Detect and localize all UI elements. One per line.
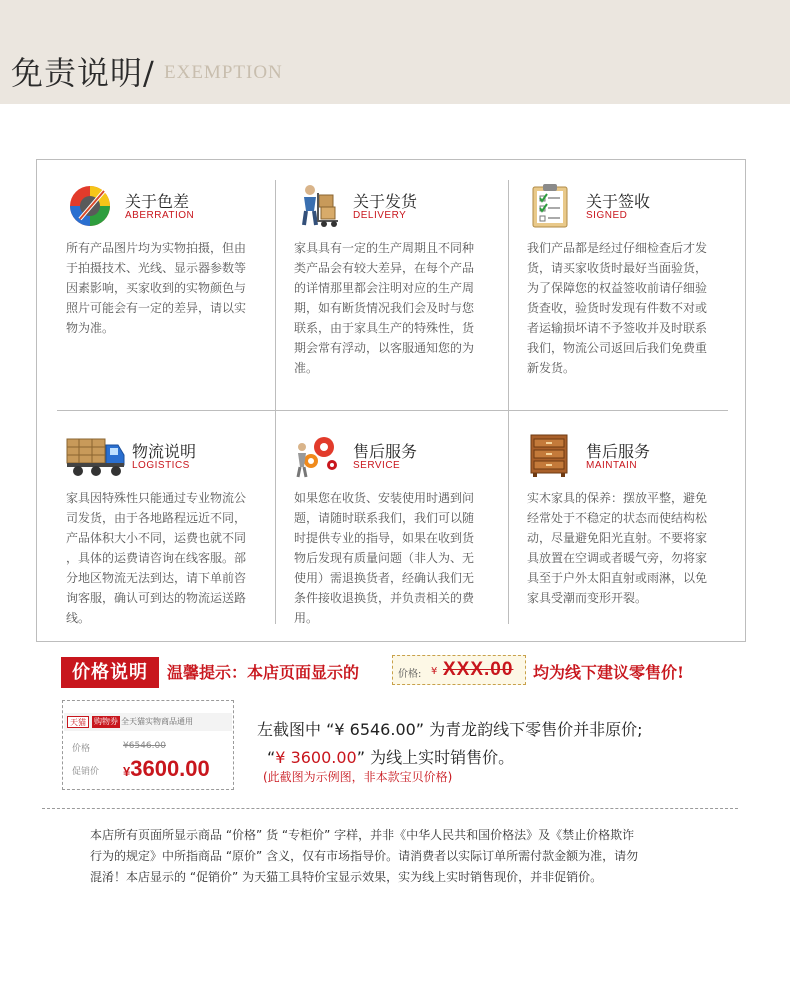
section-body: 家具具有一定的生产周期且不同种 类产品会有较大差异，在每个产品 的详情那里都会注明对应的生产周 期，如有断货情况我们会及时与您 联系，由于家具生产的特殊性，货 期会常有浮动，以客服通知您的为 准。 bbox=[294, 241, 475, 375]
section-title: 关于色差 bbox=[125, 192, 190, 211]
cabinet-icon bbox=[527, 431, 575, 479]
section-body: 我们产品都是经过仔细检查后才发 货，请买家收货时最好当面验货， 为了保障您的权益签收前请仔细验 货查收，验货时发现有件数不对或 者运输损坏请不予签收并及时联系 我们，物流公司返回后我们免费重 新发货。 bbox=[527, 241, 708, 375]
section-subtitle: LOGISTICS bbox=[132, 460, 190, 471]
price-example-card: 天猫 购物券 全天猫实物商品通用 价格 ¥6546.00 促销价 ¥3600.00 bbox=[62, 700, 234, 790]
tmall-badge: 天猫 bbox=[67, 716, 89, 728]
section-subtitle: DELIVERY bbox=[353, 210, 407, 221]
price-notice-label: 价格说明 bbox=[61, 657, 159, 688]
hand-truck-icon bbox=[294, 181, 342, 229]
example-explanation-2: “¥ 3600.00” 为线上实时销售价。 bbox=[267, 748, 515, 767]
original-price: ¥6546.00 bbox=[123, 741, 166, 751]
example-note: (此截图为示例图，非本款宝贝价格) bbox=[263, 770, 453, 784]
color-wheel-icon bbox=[66, 181, 114, 229]
section-title: 物流说明 bbox=[132, 442, 197, 461]
section-body: 实木家具的保养：摆放平整，避免 经常处于不稳定的状态而使结构松 动，尽量避免阳光直射。不要将家 具放置在空调或者暖气旁，勿将家 具至于户外太阳直射或雨淋，以免 家具受潮而变形开裂。 bbox=[527, 491, 708, 605]
gears-icon bbox=[294, 431, 342, 479]
section-service bbox=[294, 431, 494, 628]
price-tag-example: 价格: ¥ XXX.00 bbox=[392, 655, 526, 685]
section-title: 售后服务 bbox=[353, 442, 418, 461]
section-signed bbox=[527, 181, 727, 378]
section-title: 关于发货 bbox=[353, 192, 418, 211]
clipboard-check-icon bbox=[527, 181, 575, 229]
section-maintain bbox=[527, 431, 727, 608]
dashed-divider bbox=[42, 808, 738, 809]
column-divider bbox=[275, 180, 276, 624]
section-title: 关于签收 bbox=[586, 192, 651, 211]
section-body: 家具因特殊性只能通过专业物流公 司发货，由于各地路程远近不同， 产品体积大小不同，运费也就不同 ，具体的运费请咨询在线客服。部 分地区物流无法到达，请下单前咨 询客服，确认可到达的物流运送路 线。 bbox=[66, 491, 247, 625]
disclaimer-grid bbox=[36, 159, 746, 642]
coupon-badge: 购物券 bbox=[94, 717, 118, 726]
page-subtitle: EXEMPTION bbox=[164, 62, 283, 83]
page-title: 免责说明/ bbox=[11, 54, 155, 92]
section-delivery bbox=[294, 181, 494, 378]
column-divider bbox=[508, 180, 509, 624]
header-band bbox=[0, 0, 790, 104]
section-subtitle: SIGNED bbox=[586, 210, 628, 221]
section-body: 如果您在收货、安装使用时遇到问 题，请随时联系我们，我们可以随 时提供专业的指导，如果在收到货 物后发现有质量问题（非人为、无 使用）需退换货者，经确认我们无 条件接收退换货，并负责相关的费 用。 bbox=[294, 491, 475, 625]
price-notice-text-end: 均为线下建议零售价! bbox=[533, 663, 685, 682]
promo-price: ¥3600.00 bbox=[123, 756, 210, 781]
section-aberration bbox=[66, 181, 266, 338]
section-title: 售后服务 bbox=[586, 442, 651, 461]
section-subtitle: ABERRATION bbox=[125, 210, 195, 221]
example-explanation-1: 左截图中 “¥ 6546.00” 为青龙韵线下零售价并非原价; bbox=[257, 720, 643, 739]
footer-disclaimer: 本店所有页面所显示商品 “价格” 货 “专柜价” 字样，并非《中华人民共和国价格法》及《禁止价格欺诈 行为的规定》中所指商品 “原价” 含义，仅有市场指导价。请消费者以实际订单所需付款金额为准，请勿 混淆！本店显示的 “促销价” 为天猫工具特价宝显示效果，实为线上实时销售现价，并非促销价。 bbox=[90, 828, 639, 884]
section-logistics bbox=[66, 431, 266, 628]
section-subtitle: SERVICE bbox=[353, 460, 401, 471]
row-divider bbox=[57, 410, 728, 411]
truck-icon bbox=[66, 431, 126, 479]
section-subtitle: MAINTAIN bbox=[586, 460, 638, 471]
section-body: 所有产品图片均为实物拍摄，但由 于拍摄技术、光线、显示器参数等 因素影响，买家收到的实物颜色与 照片可能会有一定的差异，请以实 物为准。 bbox=[66, 241, 247, 335]
price-notice-text: 温馨提示：本店页面显示的 bbox=[167, 663, 360, 682]
